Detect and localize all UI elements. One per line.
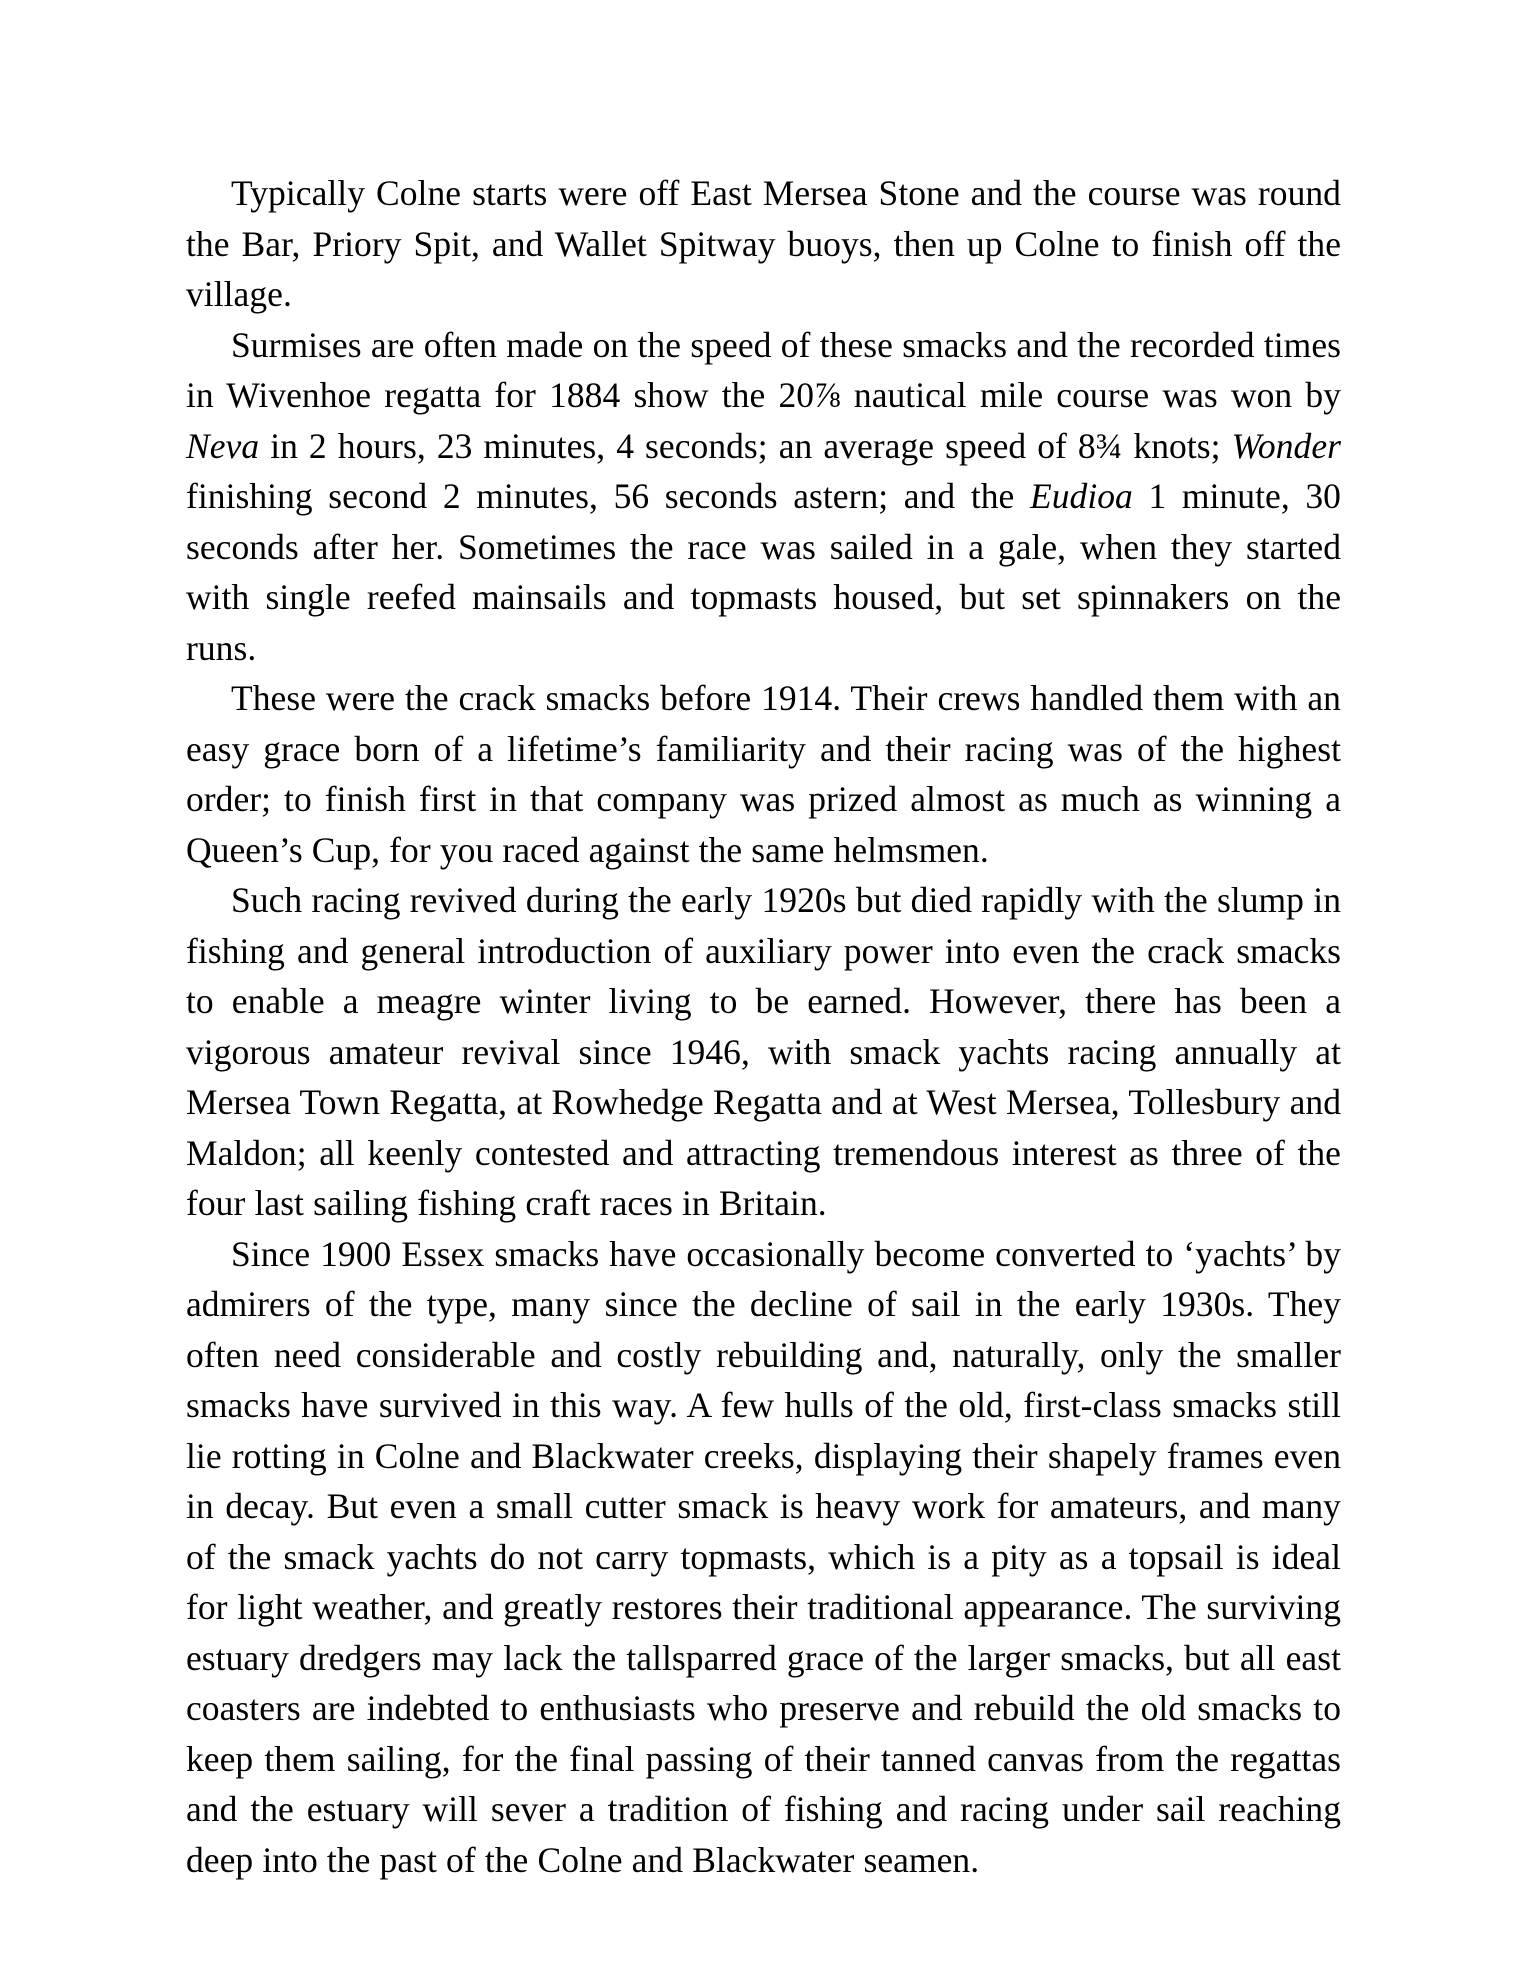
ship-name-wonder: Wonder	[1231, 425, 1341, 466]
paragraph-2-run-1: Surmises are often made on the speed of these smacks and the recorded times in Wivenhoe regatta for 1884 show the 20⅞ nautical mile course was won by	[186, 324, 1341, 415]
paragraph-2	[186, 320, 1341, 674]
ship-name-eudioa: Eudioa	[1030, 476, 1133, 516]
paragraph-2-run-3: in 2 hours, 23 minutes, 4 seconds; an average speed of 8¾ knots;	[259, 425, 1232, 466]
paragraph-2-run-7: 1 minute, 30 seconds after her. Sometimes the race was sailed in a gale, when they started with single reefed mainsails and topmasts housed, but set spinnakers on the runs.	[186, 476, 1341, 668]
paragraph-2-run-5: finishing second 2 minutes, 56 seconds astern; and the	[186, 476, 1030, 516]
paragraph-4-run-1: Such racing revived during the early 1920s but died rapidly with the slump in fishing and general introduction of auxiliary power into even the crack smacks to enable a meagre winter living to be earned. However, there has been a vigorous amateur revival since 1946, with smack yachts racing annually at Mersea Town Regatta, at Rowhedge Regatta and at West Mersea, Tollesbury and Maldon; all keenly contested and attracting tremendous interest as three of the four last sailing fishing craft races in Britain.	[186, 880, 1341, 1223]
ship-name-neva: Neva	[186, 425, 260, 466]
paragraph-3	[186, 673, 1341, 875]
body-text-column	[186, 168, 1341, 1885]
paragraph-4	[186, 875, 1341, 1229]
paragraph-1-run-1: Typically Colne starts were off East Mersea Stone and the course was round the Bar, Priory Spit, and Wallet Spitway buoys, then up Colne to finish off the village.	[186, 173, 1341, 314]
paragraph-1	[186, 168, 1341, 320]
paragraph-5-run-1: Since 1900 Essex smacks have occasionally become converted to ‘yachts’ by admirers of the type, many since the decline of sail in the early 1930s. They often need considerable and costly rebuilding and, naturally, only the smaller smacks have survived in this way. A few hulls of the old, first-class smacks still lie rotting in Colne and Blackwater creeks, displaying their shapely frames even in decay. But even a small cutter smack is heavy work for amateurs, and many of the smack yachts do not carry topmasts, which is a pity as a topsail is ideal for light weather, and greatly restores their traditional appearance. The surviving estuary dredgers may lack the tallsparred grace of the larger smacks, but all east coasters are indebted to enthusiasts who preserve and rebuild the old smacks to keep them sailing, for the final passing of their tanned canvas from the regattas and the estuary will sever a tradition of fishing and racing under sail reaching deep into the past of the Colne and Blackwater seamen.	[186, 1233, 1341, 1880]
paragraph-3-run-1: These were the crack smacks before 1914. Their crews handled them with an easy grace born of a lifetime’s familiarity and their racing was of the highest order; to finish first in that company was prized almost as much as winning a Queen’s Cup, for you raced against the same helmsmen.	[186, 678, 1341, 870]
paragraph-5	[186, 1229, 1341, 1886]
